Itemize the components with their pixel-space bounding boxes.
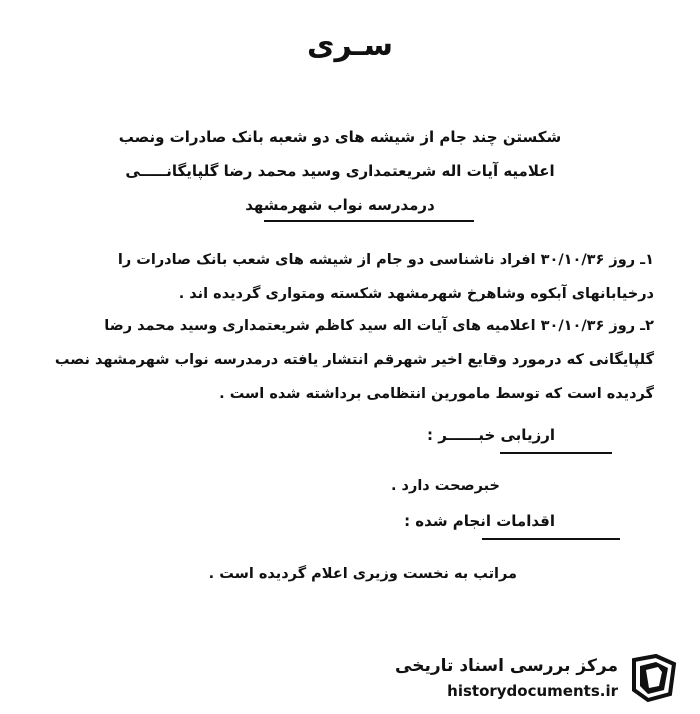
actions-title: اقدامات انجام شده :: [404, 512, 555, 530]
item1-line-1: ۱ـ روز ۳۰/۱۰/۳۶ افراد ناشناسی دو جام از شیشه های شعب بانک صادرات را: [117, 252, 654, 268]
item2-line-1: ۲ـ روز ۳۰/۱۰/۳۶ اعلامیه های آیات اله سید کاظم شریعتمداری وسید محمد رضا: [104, 318, 654, 334]
watermark-name: مرکز بررسی اسناد تاریخی: [395, 656, 618, 676]
assessment-text: خبرصحت دارد .: [390, 478, 500, 494]
heading-line-1: شکستن چند جام از شیشه های دو شعبه بانک صادرات ونصب: [118, 128, 562, 146]
item2-line-3: گردیده است که توسط مامورین انتظامی برداشته شده است .: [219, 386, 654, 402]
item2-line-2: گلپایگانی که درمورد وقایع اخیر شهرقم انتشار یافته درمدرسه نواب شهرمشهد نصب: [54, 352, 654, 368]
item1-line-2: درخیابانهای آبکوه وشاهرخ شهرمشهد شکسته ومتواری گردیده اند .: [178, 286, 654, 302]
heading-line-3: درمدرسه نواب شهرمشهد: [245, 196, 435, 214]
heading-line-2: اعلامیه آیات اله شریعتمداری وسید محمد رضا گلپایگانـــــی: [125, 162, 555, 180]
actions-underline: [482, 538, 620, 540]
closing-statement: مراتب به نخست وزیری اعلام گردیده است .: [208, 566, 517, 582]
watermark-url: historydocuments.ir: [447, 682, 618, 700]
heading-underline: [264, 220, 474, 222]
classification-mark: سـری: [307, 28, 393, 63]
watermark: [395, 648, 690, 708]
assessment-title: ارزیابی خبــــــر :: [427, 426, 555, 444]
book-scroll-logo-icon: [626, 650, 682, 706]
assessment-underline: [500, 452, 612, 454]
